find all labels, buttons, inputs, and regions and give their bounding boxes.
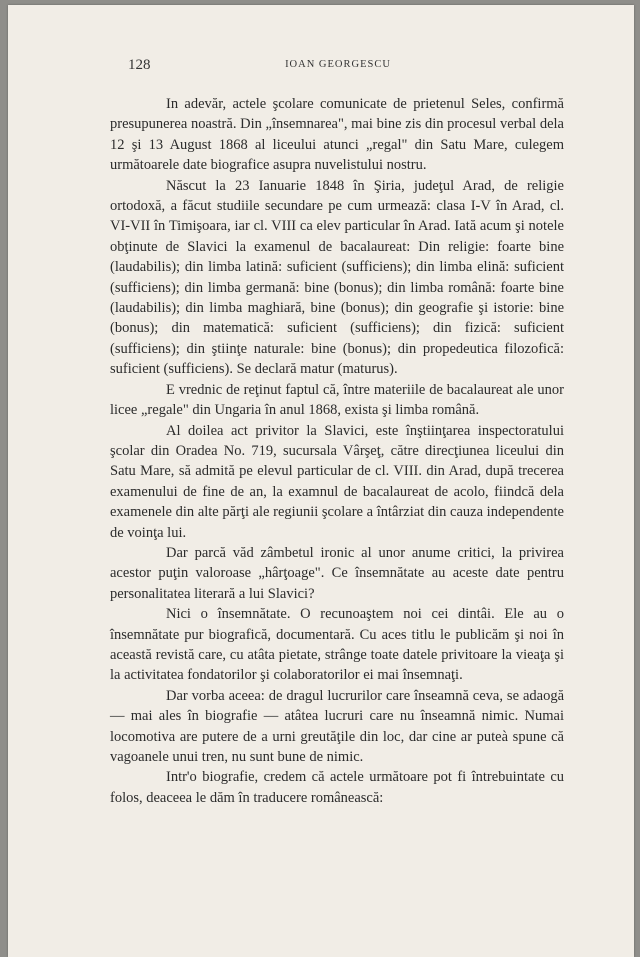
paragraph: In adevăr, actele şcolare comunicate de prietenul Seles, confirmă presupunerea noastră. Din „însemnarea", mai bine zis din procesul verbal dela 12 şi 13 August 1868 al liceului atunci „regal" din Satu Mare, culegem următoarele date biografice asupra nuvelistului nostru.: [110, 96, 564, 174]
paragraph: Dar vorba aceea: de dragul lucrurilor care înseamnă ceva, se adaogă — mai ales în biografie — atâtea lucruri care nu înseamnă nimic. Numai locomotiva are putere de a urni greutăţile din loc, dar cine ar puteà spune că vagoanele unui tren, nu sunt bune de nimic.: [110, 687, 564, 765]
page-header: [118, 57, 558, 77]
paragraph: E vrednic de reţinut faptul că, între materiile de bacalaureat ale unor licee „regale" din Ungaria în anul 1868, exista şi limba română.: [110, 381, 564, 419]
paragraph: Intr'o biografie, credem că actele următoare pot fi întrebuintate cu folos, deaceea le dăm în traducere românească:: [110, 769, 564, 806]
paragraph: Nici o însemnătate. O recunoaştem noi cei dintâi. Ele au o însemnătate pur biografică, documentară. Cu aces titlu le publicăm şi noi în această revistă care, cu atâta pietate, strânge toate datele privitoare la vieaţa şi la activitatea fondatorilor şi colaboratorilor ei mai însemnaţi.: [110, 606, 564, 684]
paragraph: Născut la 23 Ianuarie 1848 în Şiria, judeţul Arad, de religie ortodoxă, a făcut studiile secundare pe cum urmează: clasa I-V în Arad, cl. VI-VII în Timişoara, iar cl. VIII ca elev particular în Arad. Iată acum şi notele obţinute de Slavici la examenul de bacalaureat: Din religie: foarte bine (laudabilis); din limba latină: suficient (sufficiens); din limba elină: suficient (sufficiens); din limba germană: bine (bonus); din limba română: foarte bine (laudabilis); din limba maghiară, bine (bonus); din geografie şi istorie: bine (bonus); din matematică: suficient (sufficiens); din fizică: suficient (sufficiens); din ştiinţe naturale: bine (bonus); din propedeutica filozofică: suficient (sufficiens). Se declară matur (maturus).: [110, 177, 564, 378]
paragraph: Al doilea act privitor la Slavici, este înştiinţarea inspectoratului şcolar din Oradea No. 719, sucursala Vârşeţ, către direcţiunea liceului din Satu Mare, să admită pe elevul particular de cl. VIII. din Arad, după trecerea examenului de fine de an, la examnul de bacalaureat de acolo, fiindcă dela examenele din alte părţi ale regiunii şcolare a întârziat din cauza independente de voinţa lui.: [110, 422, 564, 541]
running-head: IOAN GEORGESCU: [285, 59, 391, 70]
page-number: 128: [128, 57, 151, 73]
book-page: [8, 5, 634, 957]
paragraph: Dar parcă văd zâmbetul ironic al unor anume critici, la privirea acestor puţin valoroase „hârţoage". Ce însemnătate au aceste date pentru personalitatea literară a lui Slavici?: [110, 544, 564, 602]
body-text: [110, 94, 564, 808]
